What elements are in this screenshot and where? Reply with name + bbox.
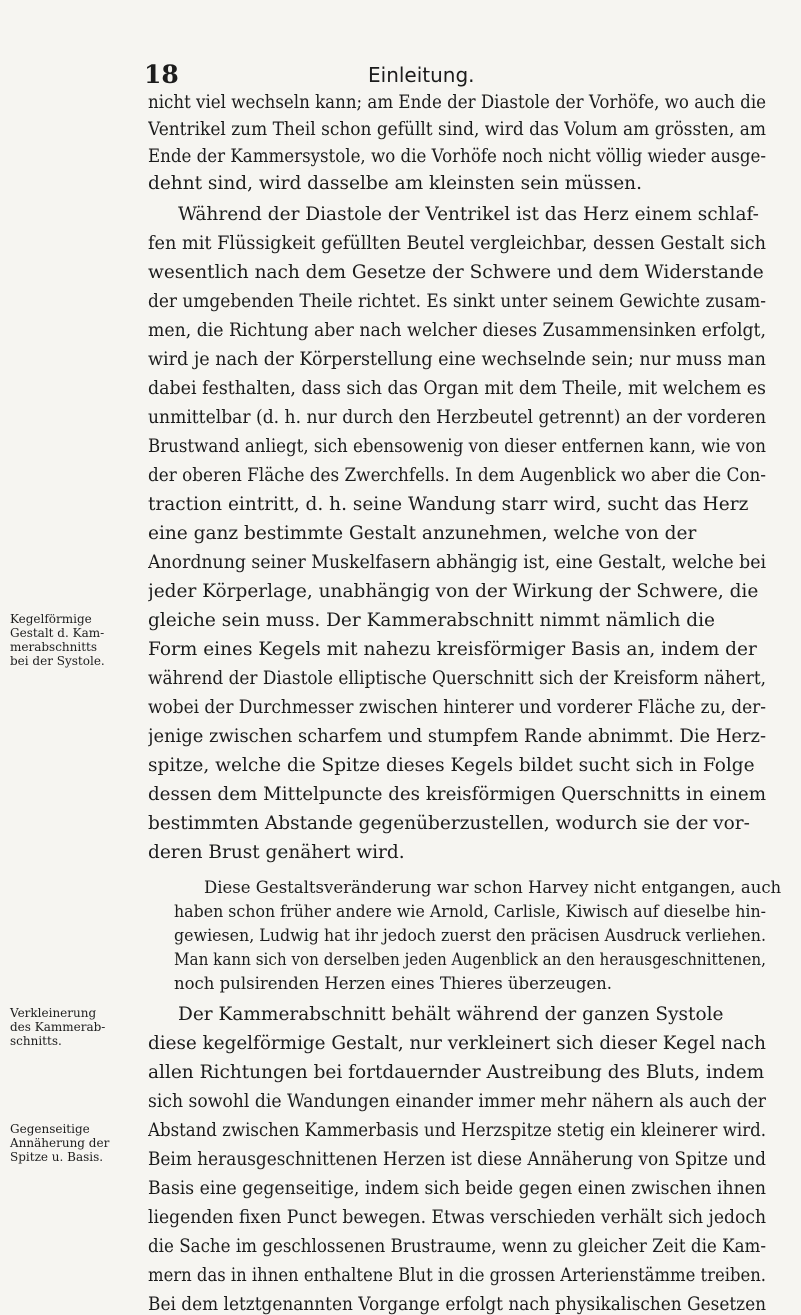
margin-note-gegenseitige-annaeherung (10, 1122, 155, 1164)
text-line: jeder Körperlage, unabhängig von der Wirkung der Schwere, die (148, 581, 759, 602)
text-line: unmittelbar (d. h. nur durch den Herzbeutel getrennt) an der vorderen (148, 407, 766, 428)
text-line: mern das in ihnen enthaltene Blut in die grossen Arterienstämme treiben. (148, 1265, 766, 1286)
page-title: Einleitung. (368, 63, 475, 87)
text-line: fen mit Flüssigkeit gefüllten Beutel vergleichbar, dessen Gestalt sich (148, 233, 766, 254)
note-line: gewiesen, Ludwig hat ihr jedoch zuerst den präcisen Ausdruck verliehen. (174, 926, 766, 945)
text-line: spitze, welche die Spitze dieses Kegels bildet sucht sich in Folge (148, 755, 755, 776)
margin-note-verkleinerung (10, 1006, 155, 1048)
text-line: während der Diastole elliptische Querschnitt sich der Kreisform nähert, (148, 668, 766, 689)
text-line: wobei der Durchmesser zwischen hinterer und vorderer Fläche zu, der- (148, 697, 766, 718)
text-line: allen Richtungen bei fortdauernder Austreibung des Bluts, indem (148, 1062, 765, 1083)
text-line: sich sowohl die Wandungen einander immer mehr nähern als auch der (148, 1091, 766, 1112)
margin-note-line: Gegenseitige (10, 1122, 90, 1136)
text-line: jenige zwischen scharfem und stumpfem Rande abnimmt. Die Herz- (148, 726, 766, 747)
text-line: Während der Diastole der Ventrikel ist das Herz einem schlaf- (178, 204, 759, 225)
text-line: traction eintritt, d. h. seine Wandung starr wird, sucht das Herz (148, 494, 749, 515)
note-line: haben schon früher andere wie Arnold, Carlisle, Kiwisch auf dieselbe hin- (174, 902, 766, 921)
margin-note-line: Annäherung der (10, 1136, 110, 1150)
text-line: nicht viel wechseln kann; am Ende der Diastole der Vorhöfe, wo auch die (148, 92, 766, 113)
margin-note-line: schnitts. (10, 1034, 62, 1048)
margin-note-line: des Kammerab- (10, 1020, 106, 1034)
text-line: der oberen Fläche des Zwerchfells. In dem Augenblick wo aber die Con- (148, 465, 766, 486)
text-line: die Sache im geschlossenen Brustraume, wenn zu gleicher Zeit die Kam- (148, 1236, 766, 1257)
margin-note-line: Spitze u. Basis. (10, 1150, 104, 1164)
margin-note-line: Kegelförmige (10, 612, 92, 626)
text-line: Form eines Kegels mit nahezu kreisförmiger Basis an, indem der (148, 639, 757, 660)
text-line: Der Kammerabschnitt behält während der ganzen Systole (178, 1004, 724, 1025)
margin-note-line: bei der Systole. (10, 654, 105, 668)
page-header (0, 46, 801, 89)
text-line: Bei dem letztgenannten Vorgange erfolgt nach physikalischen Gesetzen (148, 1294, 766, 1315)
margin-note-line: Verkleinerung (10, 1006, 97, 1020)
text-line: Abstand zwischen Kammerbasis und Herzspitze stetig ein kleinerer wird. (148, 1120, 766, 1141)
text-line: dessen dem Mittelpuncte des kreisförmigen Querschnitts in einem (148, 784, 766, 805)
text-line: diese kegelförmige Gestalt, nur verkleinert sich dieser Kegel nach (148, 1033, 766, 1054)
margin-note-kegelfoermige-gestalt (10, 612, 155, 668)
text-line: bestimmten Abstande gegenüberzustellen, wodurch sie der vor- (148, 813, 750, 834)
note-line: Man kann sich von derselben jeden Augenblick an den herausgeschnittenen, (174, 950, 766, 969)
text-line: der umgebenden Theile richtet. Es sinkt unter seinem Gewichte zusam- (148, 291, 766, 312)
page-number: 18 (144, 60, 179, 89)
text-line: deren Brust genähert wird. (148, 842, 405, 863)
text-line: wird je nach der Körperstellung eine wechselnde sein; nur muss man (148, 349, 766, 370)
text-line: men, die Richtung aber nach welcher dieses Zusammensinken erfolgt, (148, 320, 766, 341)
text-line: Beim herausgeschnittenen Herzen ist diese Annäherung von Spitze und (148, 1149, 766, 1170)
text-line: gleiche sein muss. Der Kammerabschnitt nimmt nämlich die (148, 610, 715, 631)
text-line: Ventrikel zum Theil schon gefüllt sind, wird das Volum am grössten, am (148, 119, 766, 140)
margin-note-line: merabschnitts (10, 640, 98, 654)
text-line: Anordnung seiner Muskelfasern abhängig ist, eine Gestalt, welche bei (148, 552, 766, 573)
text-line: liegenden fixen Punct bewegen. Etwas verschieden verhält sich jedoch (148, 1207, 766, 1228)
note-line: Diese Gestaltsveränderung war schon Harvey nicht entgangen, auch (204, 878, 782, 897)
note-line: noch pulsirenden Herzen eines Thieres überzeugen. (174, 974, 613, 993)
text-line: dehnt sind, wird dasselbe am kleinsten sein müssen. (148, 173, 642, 194)
text-line: wesentlich nach dem Gesetze der Schwere und dem Widerstande (148, 262, 764, 283)
text-line: dabei festhalten, dass sich das Organ mit dem Theile, mit welchem es (148, 378, 766, 399)
text-line: Basis eine gegenseitige, indem sich beide gegen einen zwischen ihnen (148, 1178, 766, 1199)
margin-note-line: Gestalt d. Kam- (10, 626, 105, 640)
text-line: eine ganz bestimmte Gestalt anzunehmen, welche von der (148, 523, 697, 544)
text-line: Brustwand anliegt, sich ebensowenig von dieser entfernen kann, wie von (148, 436, 766, 457)
text-line: Ende der Kammersystole, wo die Vorhöfe noch nicht völlig wieder ausge- (148, 146, 766, 167)
